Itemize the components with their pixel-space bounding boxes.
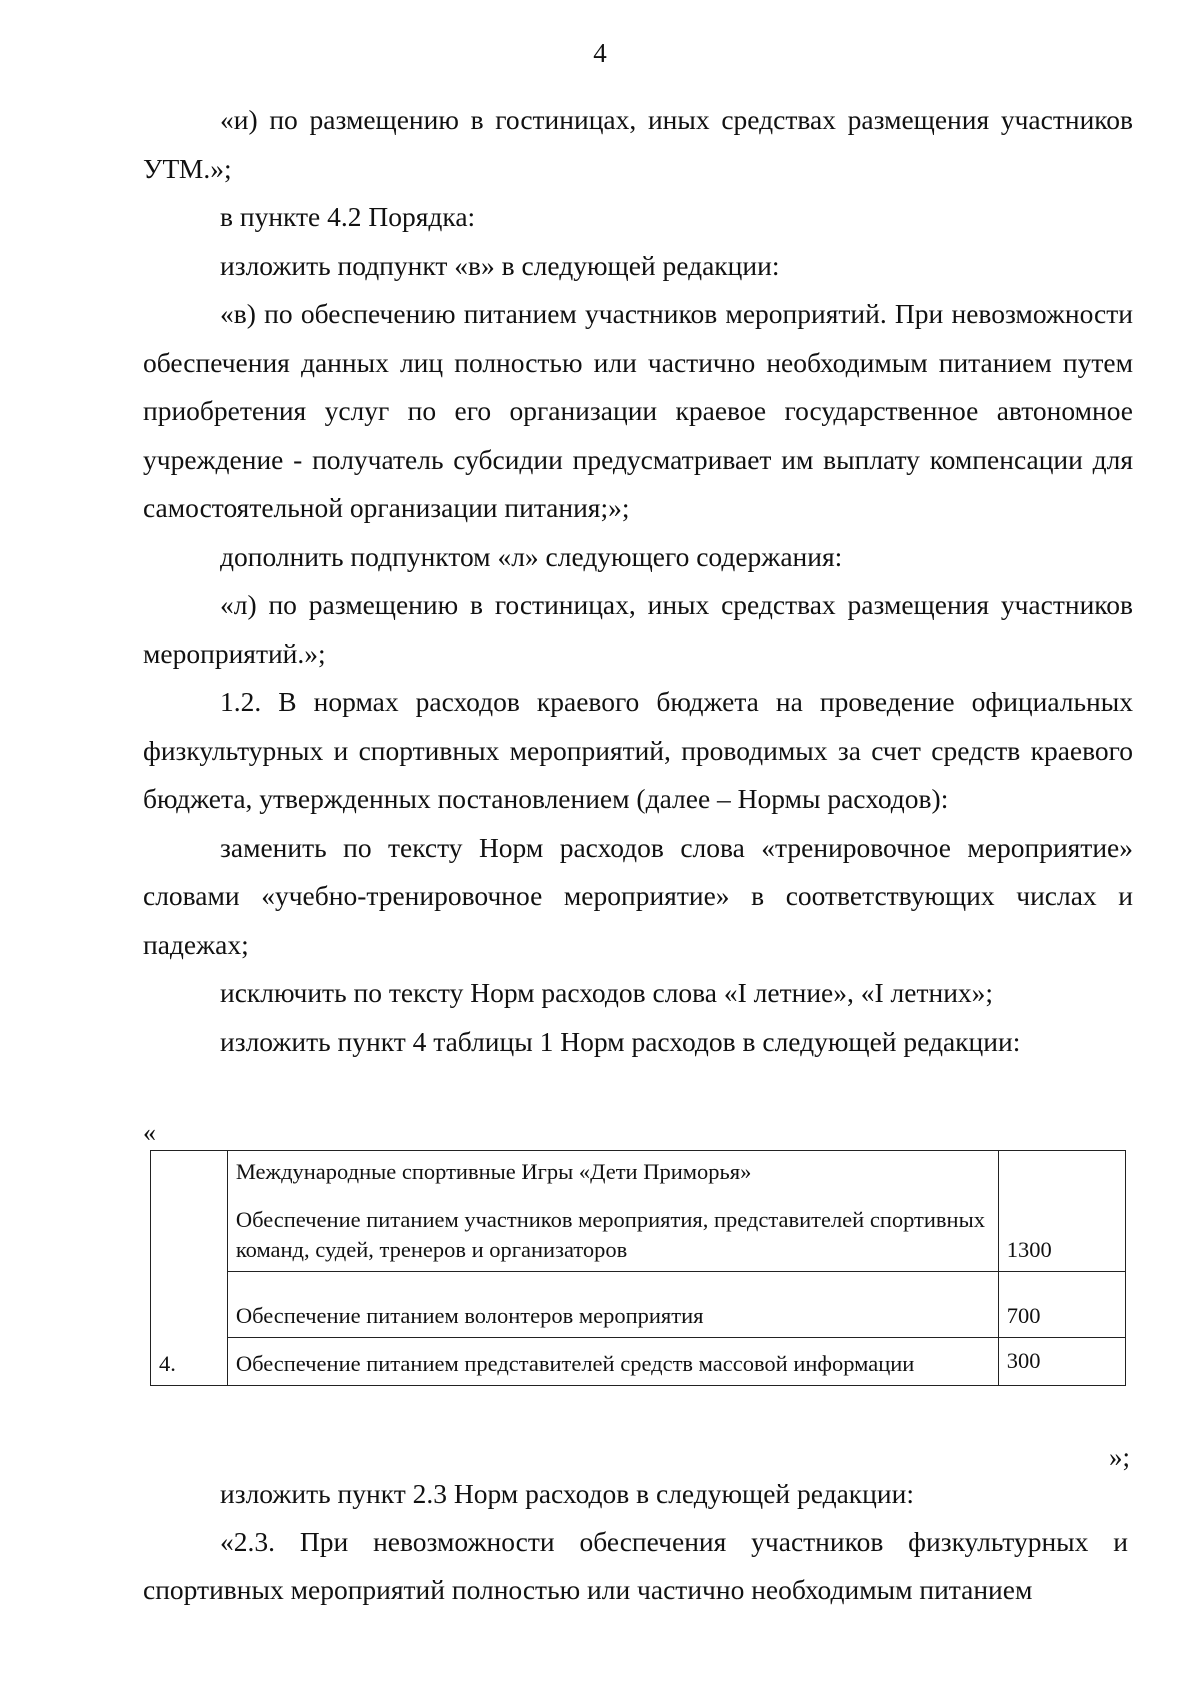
paragraph-1-2: 1.2. В нормах расходов краевого бюджета на проведение официальных физкультурных и спортивных мероприятий, проводимых за счет средств краевого бюджета, утвержденных постановлением (далее – Нормы расходов): xyxy=(143,686,1133,814)
table-row-description: Обеспечение питанием участников мероприятия, представителей спортивных команд, судей, тренеров и организаторов xyxy=(235,1207,985,1262)
table-row-description: Обеспечение питанием волонтеров мероприятия xyxy=(227,1272,998,1338)
norms-table xyxy=(150,1150,1126,1386)
paragraph-item-v-text: «в) по обеспечению питанием участников мероприятий. При невозможности обеспечения данных лиц полностью или частично необходимым питанием путем приобретения услуг по его организации краевое государственное автономное учреждение - получатель субсидии предусматривает им выплату компенсации для самостоятельной организации питания;»; xyxy=(143,298,1133,523)
paragraph-table-intro: изложить пункт 4 таблицы 1 Норм расходов в следующей редакции: xyxy=(220,1025,1021,1057)
table-item-number: 4. xyxy=(151,1151,228,1386)
paragraph-2-3-text: «2.3. При невозможности обеспечения участников физкультурных и спортивных мероприятий полностью или частично необходимым питанием xyxy=(143,1526,1128,1605)
quote-open: « xyxy=(143,1118,156,1147)
paragraph-item-i: «и) по размещению в гостиницах, иных средствах размещения участников УТМ.»; xyxy=(143,104,1133,184)
table-row-value: 1300 xyxy=(998,1151,1125,1272)
tail-text xyxy=(143,1470,1128,1614)
paragraph-item-l: «л) по размещению в гостиницах, иных средствах размещения участников мероприятий.»; xyxy=(143,589,1133,669)
table-event-title: Международные спортивные Игры «Дети Приморья» xyxy=(235,1159,752,1184)
page-number: 4 xyxy=(593,38,607,68)
paragraph-add-subclause-l: дополнить подпунктом «л» следующего содержания: xyxy=(220,540,843,572)
paragraph-exclude-words: исключить по тексту Норм расходов слова «I летние», «I летних»; xyxy=(220,977,994,1008)
quote-close: »; xyxy=(1108,1442,1130,1472)
table-row-description: Обеспечение питанием представителей средств массовой информации xyxy=(227,1338,998,1386)
table-row-value: 300 xyxy=(998,1338,1125,1386)
paragraph-replace-words: заменить по тексту Норм расходов слова «тренировочное мероприятие» словами «учебно-тренировочное мероприятие» в соответствующих числах и падежах; xyxy=(143,831,1133,960)
table-row xyxy=(151,1338,1126,1386)
body-text xyxy=(143,96,1133,1066)
table-row-value: 700 xyxy=(998,1272,1125,1338)
table-row xyxy=(151,1151,1126,1272)
table-cell-description xyxy=(227,1151,998,1272)
paragraph-subclause-v: изложить подпункт «в» в следующей редакции: xyxy=(220,249,780,281)
paragraph-clause-2-3: изложить пункт 2.3 Норм расходов в следующей редакции: xyxy=(220,1478,914,1509)
table-row xyxy=(151,1272,1126,1338)
paragraph-clause-4-2: в пункте 4.2 Порядка: xyxy=(220,201,476,232)
